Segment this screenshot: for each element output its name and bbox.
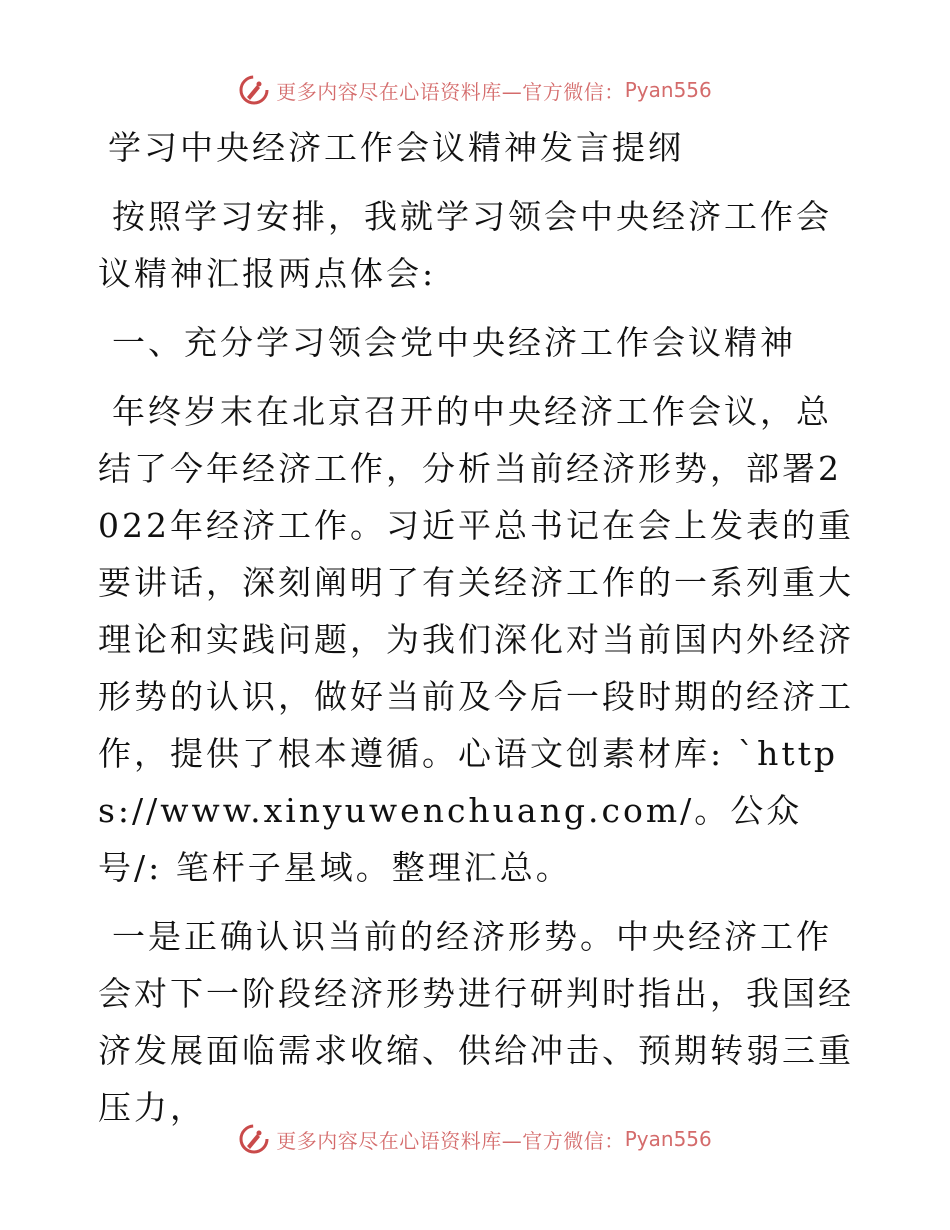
watermark-text: 更多内容尽在心语资料库—官方微信： — [276, 1128, 625, 1153]
pen-logo-icon — [238, 74, 270, 106]
section-heading: 一、充分学习领会党中央经济工作会议精神 — [112, 323, 796, 362]
footer-watermark — [0, 1119, 950, 1159]
watermark-handle: Pyan556 — [624, 1127, 712, 1151]
body-paragraph-1: 年终岁末在北京召开的中央经济工作会议，总结了今年经济工作，分析当前经济形势，部署2022年经济工作。习近平总书记在会上发表的重要讲话，深刻阐明了有关经济工作的一系列重大理论和实践问题，为我们深化对当前国内外经济形势的认识，做好当前及今后一段时期的经济工作，提供了根本遵循。心语文创素材库: `https://www.xinyuwenchuang.com/。公众号/: 笔杆子星域。整理汇总。 — [98, 392, 854, 887]
watermark-text: 更多内容尽在心语资料库—官方微信： — [276, 79, 625, 104]
document-body — [98, 120, 858, 1148]
pen-logo-icon — [238, 1123, 270, 1155]
header-watermark — [0, 70, 950, 110]
document-title: 学习中央经济工作会议精神发言提纲 — [108, 128, 684, 167]
body-paragraph-2: 一是正确认识当前的经济形势。中央经济工作会对下一阶段经济形势进行研判时指出，我国经济发展面临需求收缩、供给冲击、预期转弱三重压力， — [98, 917, 854, 1127]
watermark-handle: Pyan556 — [624, 78, 712, 102]
intro-paragraph: 按照学习安排，我就学习领会中央经济工作会议精神汇报两点体会: — [98, 197, 832, 293]
